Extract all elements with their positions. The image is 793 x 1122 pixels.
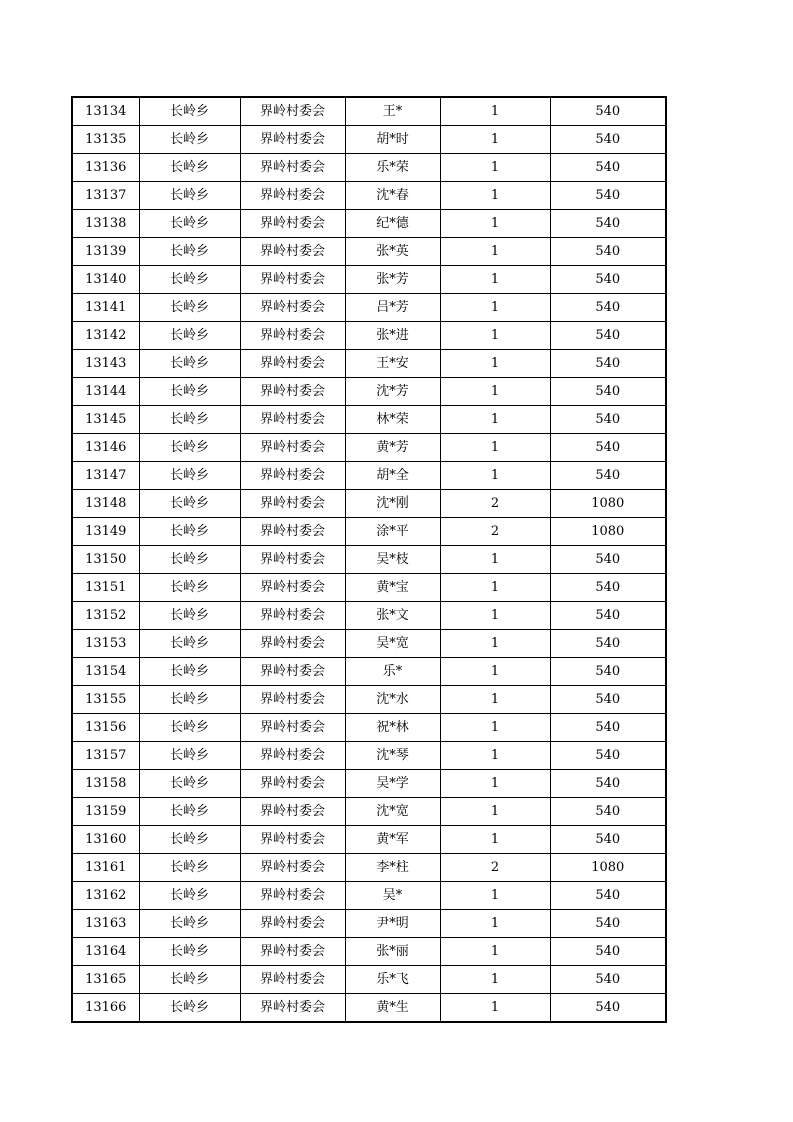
count-cell: 1 — [440, 686, 550, 714]
count-cell: 1 — [440, 266, 550, 294]
row-id-cell: 13165 — [72, 966, 139, 994]
row-id-cell: 13144 — [72, 378, 139, 406]
village-committee-cell: 界岭村委会 — [240, 97, 345, 126]
name-cell: 黄*芳 — [345, 434, 440, 462]
table-row — [72, 490, 666, 518]
amount-cell: 540 — [550, 546, 666, 574]
count-cell: 1 — [440, 630, 550, 658]
township-cell: 长岭乡 — [139, 518, 240, 546]
count-cell: 1 — [440, 658, 550, 686]
row-id-cell: 13139 — [72, 238, 139, 266]
row-id-cell: 13154 — [72, 658, 139, 686]
row-id-cell: 13147 — [72, 462, 139, 490]
name-cell: 张*进 — [345, 322, 440, 350]
village-committee-cell: 界岭村委会 — [240, 182, 345, 210]
name-cell: 涂*平 — [345, 518, 440, 546]
village-committee-cell: 界岭村委会 — [240, 994, 345, 1023]
village-committee-cell: 界岭村委会 — [240, 966, 345, 994]
row-id-cell: 13166 — [72, 994, 139, 1023]
name-cell: 尹*明 — [345, 910, 440, 938]
amount-cell: 540 — [550, 182, 666, 210]
name-cell: 吕*芳 — [345, 294, 440, 322]
row-id-cell: 13155 — [72, 686, 139, 714]
township-cell: 长岭乡 — [139, 378, 240, 406]
village-committee-cell: 界岭村委会 — [240, 630, 345, 658]
township-cell: 长岭乡 — [139, 322, 240, 350]
count-cell: 1 — [440, 97, 550, 126]
table-row — [72, 322, 666, 350]
count-cell: 2 — [440, 518, 550, 546]
village-committee-cell: 界岭村委会 — [240, 854, 345, 882]
village-committee-cell: 界岭村委会 — [240, 938, 345, 966]
row-id-cell: 13136 — [72, 154, 139, 182]
village-committee-cell: 界岭村委会 — [240, 462, 345, 490]
village-committee-cell: 界岭村委会 — [240, 574, 345, 602]
village-committee-cell: 界岭村委会 — [240, 546, 345, 574]
township-cell: 长岭乡 — [139, 994, 240, 1023]
count-cell: 1 — [440, 434, 550, 462]
amount-cell: 540 — [550, 742, 666, 770]
name-cell: 沈*琴 — [345, 742, 440, 770]
township-cell: 长岭乡 — [139, 602, 240, 630]
village-committee-cell: 界岭村委会 — [240, 714, 345, 742]
township-cell: 长岭乡 — [139, 882, 240, 910]
count-cell: 1 — [440, 126, 550, 154]
amount-cell: 540 — [550, 714, 666, 742]
amount-cell: 540 — [550, 462, 666, 490]
count-cell: 1 — [440, 938, 550, 966]
amount-cell: 1080 — [550, 518, 666, 546]
table-row — [72, 434, 666, 462]
name-cell: 吴* — [345, 882, 440, 910]
count-cell: 1 — [440, 602, 550, 630]
count-cell: 1 — [440, 210, 550, 238]
table-row — [72, 518, 666, 546]
name-cell: 沈*水 — [345, 686, 440, 714]
village-committee-cell: 界岭村委会 — [240, 154, 345, 182]
amount-cell: 540 — [550, 882, 666, 910]
table-row — [72, 350, 666, 378]
township-cell: 长岭乡 — [139, 854, 240, 882]
village-committee-cell: 界岭村委会 — [240, 686, 345, 714]
amount-cell: 540 — [550, 826, 666, 854]
count-cell: 1 — [440, 238, 550, 266]
name-cell: 乐*荣 — [345, 154, 440, 182]
village-committee-cell: 界岭村委会 — [240, 490, 345, 518]
table-row — [72, 938, 666, 966]
name-cell: 黄*生 — [345, 994, 440, 1023]
amount-cell: 540 — [550, 910, 666, 938]
amount-cell: 540 — [550, 266, 666, 294]
township-cell: 长岭乡 — [139, 294, 240, 322]
amount-cell: 540 — [550, 574, 666, 602]
row-id-cell: 13161 — [72, 854, 139, 882]
count-cell: 1 — [440, 910, 550, 938]
count-cell: 1 — [440, 182, 550, 210]
township-cell: 长岭乡 — [139, 350, 240, 378]
row-id-cell: 13143 — [72, 350, 139, 378]
table-row — [72, 910, 666, 938]
village-committee-cell: 界岭村委会 — [240, 798, 345, 826]
township-cell: 长岭乡 — [139, 490, 240, 518]
name-cell: 祝*林 — [345, 714, 440, 742]
row-id-cell: 13146 — [72, 434, 139, 462]
table-row — [72, 994, 666, 1023]
row-id-cell: 13152 — [72, 602, 139, 630]
name-cell: 黄*军 — [345, 826, 440, 854]
table-row — [72, 97, 666, 126]
name-cell: 吴*宽 — [345, 630, 440, 658]
count-cell: 1 — [440, 770, 550, 798]
township-cell: 长岭乡 — [139, 938, 240, 966]
name-cell: 王*安 — [345, 350, 440, 378]
village-committee-cell: 界岭村委会 — [240, 378, 345, 406]
table-row — [72, 574, 666, 602]
name-cell: 沈*宽 — [345, 798, 440, 826]
count-cell: 1 — [440, 406, 550, 434]
row-id-cell: 13159 — [72, 798, 139, 826]
township-cell: 长岭乡 — [139, 462, 240, 490]
village-committee-cell: 界岭村委会 — [240, 406, 345, 434]
name-cell: 李*柱 — [345, 854, 440, 882]
table-row — [72, 826, 666, 854]
village-committee-cell: 界岭村委会 — [240, 910, 345, 938]
count-cell: 2 — [440, 854, 550, 882]
township-cell: 长岭乡 — [139, 406, 240, 434]
table-row — [72, 714, 666, 742]
count-cell: 1 — [440, 798, 550, 826]
subsidy-table — [71, 96, 667, 1023]
village-committee-cell: 界岭村委会 — [240, 126, 345, 154]
table-row — [72, 882, 666, 910]
name-cell: 吴*枝 — [345, 546, 440, 574]
amount-cell: 540 — [550, 658, 666, 686]
village-committee-cell: 界岭村委会 — [240, 350, 345, 378]
village-committee-cell: 界岭村委会 — [240, 434, 345, 462]
township-cell: 长岭乡 — [139, 126, 240, 154]
name-cell: 黄*宝 — [345, 574, 440, 602]
township-cell: 长岭乡 — [139, 798, 240, 826]
township-cell: 长岭乡 — [139, 630, 240, 658]
name-cell: 林*荣 — [345, 406, 440, 434]
township-cell: 长岭乡 — [139, 238, 240, 266]
table-row — [72, 658, 666, 686]
table-row — [72, 126, 666, 154]
township-cell: 长岭乡 — [139, 154, 240, 182]
count-cell: 1 — [440, 574, 550, 602]
table-row — [72, 182, 666, 210]
township-cell: 长岭乡 — [139, 910, 240, 938]
table-row — [72, 462, 666, 490]
count-cell: 1 — [440, 462, 550, 490]
township-cell: 长岭乡 — [139, 686, 240, 714]
name-cell: 乐*飞 — [345, 966, 440, 994]
village-committee-cell: 界岭村委会 — [240, 742, 345, 770]
name-cell: 纪*德 — [345, 210, 440, 238]
name-cell: 张*文 — [345, 602, 440, 630]
row-id-cell: 13153 — [72, 630, 139, 658]
township-cell: 长岭乡 — [139, 770, 240, 798]
table-row — [72, 378, 666, 406]
amount-cell: 1080 — [550, 854, 666, 882]
amount-cell: 540 — [550, 406, 666, 434]
amount-cell: 540 — [550, 97, 666, 126]
name-cell: 胡*时 — [345, 126, 440, 154]
amount-cell: 540 — [550, 938, 666, 966]
amount-cell: 540 — [550, 294, 666, 322]
township-cell: 长岭乡 — [139, 658, 240, 686]
row-id-cell: 13164 — [72, 938, 139, 966]
row-id-cell: 13158 — [72, 770, 139, 798]
village-committee-cell: 界岭村委会 — [240, 210, 345, 238]
village-committee-cell: 界岭村委会 — [240, 238, 345, 266]
table-row — [72, 966, 666, 994]
township-cell: 长岭乡 — [139, 97, 240, 126]
row-id-cell: 13150 — [72, 546, 139, 574]
table-row — [72, 406, 666, 434]
table-row — [72, 742, 666, 770]
village-committee-cell: 界岭村委会 — [240, 294, 345, 322]
table-row — [72, 602, 666, 630]
township-cell: 长岭乡 — [139, 182, 240, 210]
row-id-cell: 13163 — [72, 910, 139, 938]
township-cell: 长岭乡 — [139, 546, 240, 574]
row-id-cell: 13148 — [72, 490, 139, 518]
count-cell: 1 — [440, 350, 550, 378]
amount-cell: 540 — [550, 770, 666, 798]
row-id-cell: 13145 — [72, 406, 139, 434]
row-id-cell: 13149 — [72, 518, 139, 546]
row-id-cell: 13157 — [72, 742, 139, 770]
amount-cell: 540 — [550, 798, 666, 826]
count-cell: 1 — [440, 826, 550, 854]
name-cell: 张*丽 — [345, 938, 440, 966]
row-id-cell: 13151 — [72, 574, 139, 602]
name-cell: 乐* — [345, 658, 440, 686]
township-cell: 长岭乡 — [139, 742, 240, 770]
count-cell: 1 — [440, 882, 550, 910]
village-committee-cell: 界岭村委会 — [240, 658, 345, 686]
amount-cell: 540 — [550, 154, 666, 182]
township-cell: 长岭乡 — [139, 826, 240, 854]
village-committee-cell: 界岭村委会 — [240, 518, 345, 546]
row-id-cell: 13137 — [72, 182, 139, 210]
table-row — [72, 630, 666, 658]
township-cell: 长岭乡 — [139, 434, 240, 462]
name-cell: 吴*学 — [345, 770, 440, 798]
amount-cell: 540 — [550, 630, 666, 658]
table-body — [72, 97, 666, 1022]
row-id-cell: 13138 — [72, 210, 139, 238]
village-committee-cell: 界岭村委会 — [240, 322, 345, 350]
row-id-cell: 13141 — [72, 294, 139, 322]
name-cell: 张*英 — [345, 238, 440, 266]
township-cell: 长岭乡 — [139, 574, 240, 602]
name-cell: 沈*春 — [345, 182, 440, 210]
count-cell: 1 — [440, 378, 550, 406]
township-cell: 长岭乡 — [139, 210, 240, 238]
table-row — [72, 154, 666, 182]
table-row — [72, 546, 666, 574]
township-cell: 长岭乡 — [139, 714, 240, 742]
amount-cell: 540 — [550, 126, 666, 154]
village-committee-cell: 界岭村委会 — [240, 770, 345, 798]
amount-cell: 540 — [550, 994, 666, 1023]
count-cell: 1 — [440, 154, 550, 182]
row-id-cell: 13156 — [72, 714, 139, 742]
village-committee-cell: 界岭村委会 — [240, 266, 345, 294]
amount-cell: 540 — [550, 238, 666, 266]
name-cell: 沈*芳 — [345, 378, 440, 406]
row-id-cell: 13140 — [72, 266, 139, 294]
amount-cell: 540 — [550, 350, 666, 378]
table-row — [72, 798, 666, 826]
count-cell: 1 — [440, 994, 550, 1023]
row-id-cell: 13160 — [72, 826, 139, 854]
table-row — [72, 266, 666, 294]
name-cell: 王* — [345, 97, 440, 126]
amount-cell: 540 — [550, 686, 666, 714]
amount-cell: 1080 — [550, 490, 666, 518]
amount-cell: 540 — [550, 602, 666, 630]
name-cell: 胡*全 — [345, 462, 440, 490]
table-row — [72, 770, 666, 798]
count-cell: 2 — [440, 490, 550, 518]
count-cell: 1 — [440, 294, 550, 322]
village-committee-cell: 界岭村委会 — [240, 826, 345, 854]
count-cell: 1 — [440, 966, 550, 994]
table-row — [72, 854, 666, 882]
amount-cell: 540 — [550, 322, 666, 350]
count-cell: 1 — [440, 742, 550, 770]
table-row — [72, 294, 666, 322]
row-id-cell: 13134 — [72, 97, 139, 126]
row-id-cell: 13135 — [72, 126, 139, 154]
row-id-cell: 13142 — [72, 322, 139, 350]
name-cell: 沈*刚 — [345, 490, 440, 518]
table-row — [72, 238, 666, 266]
amount-cell: 540 — [550, 378, 666, 406]
row-id-cell: 13162 — [72, 882, 139, 910]
count-cell: 1 — [440, 714, 550, 742]
table-row — [72, 686, 666, 714]
amount-cell: 540 — [550, 210, 666, 238]
township-cell: 长岭乡 — [139, 966, 240, 994]
amount-cell: 540 — [550, 434, 666, 462]
amount-cell: 540 — [550, 966, 666, 994]
village-committee-cell: 界岭村委会 — [240, 882, 345, 910]
village-committee-cell: 界岭村委会 — [240, 602, 345, 630]
name-cell: 张*芳 — [345, 266, 440, 294]
township-cell: 长岭乡 — [139, 266, 240, 294]
table-row — [72, 210, 666, 238]
count-cell: 1 — [440, 546, 550, 574]
count-cell: 1 — [440, 322, 550, 350]
